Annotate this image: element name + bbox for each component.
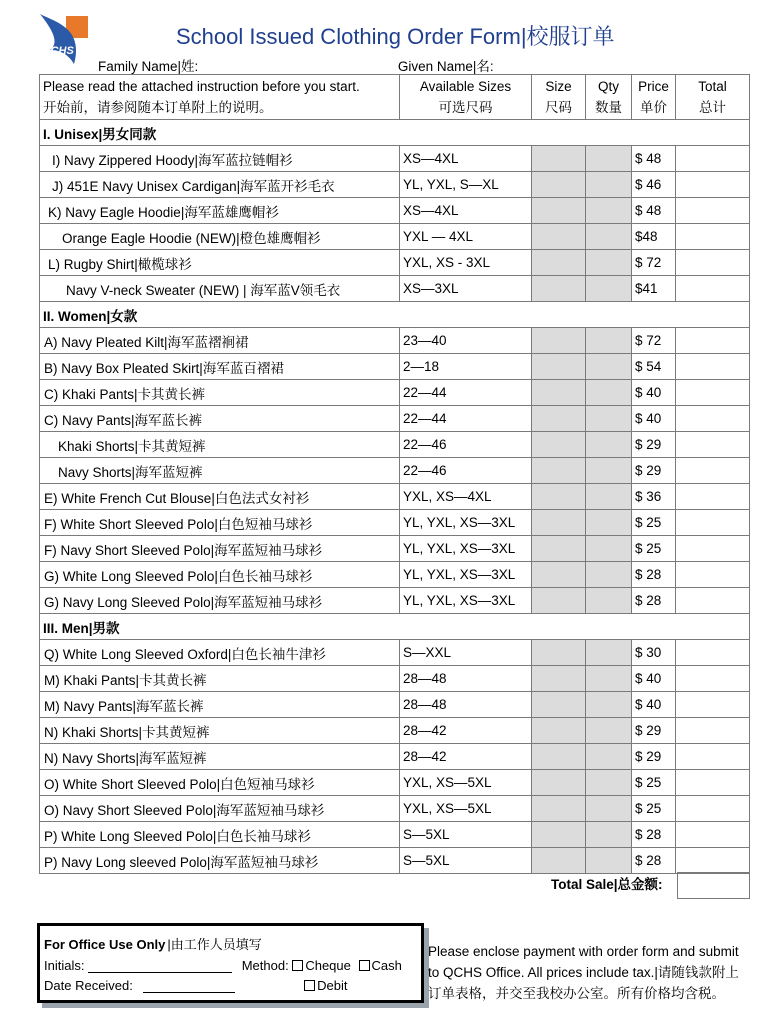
item-name: Orange Eagle Hoodie (NEW)|橙色雄鹰帽衫	[40, 224, 400, 250]
size-field[interactable]	[532, 146, 586, 172]
table-row	[40, 718, 750, 744]
qty-field[interactable]	[586, 510, 632, 536]
table-row	[40, 172, 750, 198]
table-row	[40, 146, 750, 172]
item-name: M) Khaki Pants|卡其黄长裤	[40, 666, 400, 692]
size-field[interactable]	[532, 172, 586, 198]
qty-field[interactable]	[586, 718, 632, 744]
qty-field[interactable]	[586, 666, 632, 692]
item-name: Navy V-neck Sweater (NEW) | 海军蓝V领毛衣	[40, 276, 400, 302]
cheque-checkbox[interactable]	[292, 960, 303, 971]
table-row	[40, 692, 750, 718]
qty-field[interactable]	[586, 484, 632, 510]
initials-label: Initials:	[44, 958, 85, 973]
total-field[interactable]	[676, 224, 750, 250]
available-sizes: YL, YXL, S—XL	[400, 172, 532, 198]
qty-field[interactable]	[586, 432, 632, 458]
table-row	[40, 510, 750, 536]
available-sizes: YL, YXL, XS—3XL	[400, 562, 532, 588]
item-name: Navy Shorts|海军蓝短裤	[40, 458, 400, 484]
item-name: N) Khaki Shorts|卡其黄短裤	[40, 718, 400, 744]
total-field[interactable]	[676, 588, 750, 614]
cheque-label: Cheque	[305, 958, 351, 973]
table-header-row	[40, 75, 750, 120]
section-title: II. Women|女款	[40, 302, 750, 328]
total-field[interactable]	[676, 848, 750, 874]
total-sale-field[interactable]	[677, 872, 750, 899]
qty-field[interactable]	[586, 224, 632, 250]
total-field[interactable]	[676, 198, 750, 224]
price: $ 28	[632, 588, 676, 614]
available-sizes: XS—3XL	[400, 276, 532, 302]
total-field[interactable]	[676, 692, 750, 718]
size-field[interactable]	[532, 354, 586, 380]
given-name-label: Given Name|名:	[397, 59, 494, 74]
qty-field[interactable]	[586, 588, 632, 614]
available-sizes: YL, YXL, XS—3XL	[400, 510, 532, 536]
available-sizes: 28—48	[400, 692, 532, 718]
total-field[interactable]	[676, 458, 750, 484]
item-name: E) White French Cut Blouse|白色法式女衬衫	[40, 484, 400, 510]
price: $ 30	[632, 640, 676, 666]
note-line-1: Please enclose payment with order form and submit	[428, 944, 739, 959]
price: $ 28	[632, 822, 676, 848]
available-sizes: 22—46	[400, 458, 532, 484]
total-field[interactable]	[676, 406, 750, 432]
total-field[interactable]	[676, 796, 750, 822]
qty-field[interactable]	[586, 536, 632, 562]
size-field[interactable]	[532, 458, 586, 484]
table-row	[40, 744, 750, 770]
item-name: C) Navy Pants|海军蓝长裤	[40, 406, 400, 432]
total-field[interactable]	[676, 536, 750, 562]
total-header-cn: 总计	[699, 100, 726, 115]
size-field[interactable]	[532, 328, 586, 354]
available-sizes: 28—42	[400, 718, 532, 744]
size-header-cn: 尺码	[545, 100, 572, 115]
price: $ 72	[632, 250, 676, 276]
total-header-en: Total	[698, 79, 727, 94]
item-name: Khaki Shorts|卡其黄短裤	[40, 432, 400, 458]
size-field[interactable]	[532, 718, 586, 744]
item-name: O) White Short Sleeved Polo|白色短袖马球衫	[40, 770, 400, 796]
table-row	[40, 588, 750, 614]
total-field[interactable]	[676, 432, 750, 458]
available-sizes: XS—4XL	[400, 146, 532, 172]
item-name: A) Navy Pleated Kilt|海军蓝褶裥裙	[40, 328, 400, 354]
item-name: P) White Long Sleeved Polo|白色长袖马球衫	[40, 822, 400, 848]
qty-header	[586, 75, 632, 120]
item-name: J) 451E Navy Unisex Cardigan|海军蓝开衫毛衣	[40, 172, 400, 198]
total-field[interactable]	[676, 718, 750, 744]
qty-field[interactable]	[586, 276, 632, 302]
price: $ 25	[632, 770, 676, 796]
table-row	[40, 640, 750, 666]
available-sizes-header	[400, 75, 532, 120]
item-name: O) Navy Short Sleeved Polo|海军蓝短袖马球衫	[40, 796, 400, 822]
size-field[interactable]	[532, 692, 586, 718]
available-sizes: 22—44	[400, 406, 532, 432]
available-sizes: YL, YXL, XS—3XL	[400, 536, 532, 562]
table-row	[40, 796, 750, 822]
size-field[interactable]	[532, 770, 586, 796]
date-received-label: Date Received:	[44, 978, 133, 993]
size-field[interactable]	[532, 796, 586, 822]
qty-header-en: Qty	[597, 79, 619, 94]
available-sizes: YL, YXL, XS—3XL	[400, 588, 532, 614]
table-row	[40, 276, 750, 302]
item-name: F) White Short Sleeved Polo|白色短袖马球衫	[40, 510, 400, 536]
debit-label: Debit	[317, 978, 348, 993]
qty-field[interactable]	[586, 692, 632, 718]
size-header	[532, 75, 586, 120]
table-row	[40, 770, 750, 796]
qty-field[interactable]	[586, 328, 632, 354]
table-row	[40, 328, 750, 354]
office-title-cn: 由工作人员填写	[170, 937, 262, 952]
payment-note	[428, 941, 758, 1004]
available-sizes: 22—46	[400, 432, 532, 458]
price: $ 48	[632, 198, 676, 224]
section-header-row	[40, 120, 750, 146]
item-name: G) Navy Long Sleeved Polo|海军蓝短袖马球衫	[40, 588, 400, 614]
price: $ 28	[632, 562, 676, 588]
size-field[interactable]	[532, 510, 586, 536]
available-sizes: 23—40	[400, 328, 532, 354]
price: $ 36	[632, 484, 676, 510]
table-row	[40, 406, 750, 432]
total-field[interactable]	[676, 250, 750, 276]
item-header-en: Please read the attached instruction before you start.	[43, 79, 360, 94]
total-field[interactable]	[676, 328, 750, 354]
total-field[interactable]	[676, 770, 750, 796]
available-sizes: 28—42	[400, 744, 532, 770]
item-name: G) White Long Sleeved Polo|白色长袖马球衫	[40, 562, 400, 588]
date-received-field[interactable]	[143, 980, 235, 993]
size-field[interactable]	[532, 224, 586, 250]
price: $ 25	[632, 536, 676, 562]
price: $ 72	[632, 328, 676, 354]
item-name: C) Khaki Pants|卡其黄长裤	[40, 380, 400, 406]
item-name: N) Navy Shorts|海军蓝短裤	[40, 744, 400, 770]
method-label: Method:	[241, 958, 289, 973]
office-title: For Office Use Only	[44, 937, 166, 952]
section-header-row	[40, 302, 750, 328]
table-row	[40, 848, 750, 874]
family-name-label: Family Name|姓:	[98, 59, 199, 74]
section-header-row	[40, 614, 750, 640]
price: $ 25	[632, 796, 676, 822]
qty-field[interactable]	[586, 744, 632, 770]
available-sizes: YXL, XS—5XL	[400, 796, 532, 822]
available-sizes: YXL, XS - 3XL	[400, 250, 532, 276]
qty-field[interactable]	[586, 770, 632, 796]
total-field[interactable]	[676, 484, 750, 510]
item-name: P) Navy Long sleeved Polo|海军蓝短袖马球衫	[40, 848, 400, 874]
size-field[interactable]	[532, 640, 586, 666]
size-field[interactable]	[532, 250, 586, 276]
svg-text:QCHS: QCHS	[42, 45, 74, 57]
qty-field[interactable]	[586, 796, 632, 822]
total-field[interactable]	[676, 172, 750, 198]
total-field[interactable]	[676, 510, 750, 536]
office-use-box: For Office Use Only |由工作人员填写 Initials: Method: Cheque Cash Date Received: Debit	[37, 923, 424, 1003]
note-line-2: to QCHS Office. All prices include tax.|请随钱款附上	[428, 965, 739, 980]
price: $41	[632, 276, 676, 302]
total-header	[676, 75, 750, 120]
qty-field[interactable]	[586, 406, 632, 432]
size-field[interactable]	[532, 432, 586, 458]
item-header-cn: 开始前，请参阅随本订单附上的说明。	[43, 100, 273, 115]
available-sizes: 2—18	[400, 354, 532, 380]
table-row	[40, 484, 750, 510]
qty-field[interactable]	[586, 562, 632, 588]
qty-field[interactable]	[586, 380, 632, 406]
qty-field[interactable]	[586, 822, 632, 848]
price: $ 29	[632, 432, 676, 458]
cash-label: Cash	[371, 958, 402, 973]
price: $ 29	[632, 718, 676, 744]
qty-field[interactable]	[586, 640, 632, 666]
price: $ 25	[632, 510, 676, 536]
total-field[interactable]	[676, 354, 750, 380]
total-field[interactable]	[676, 822, 750, 848]
available-sizes: YXL, XS—4XL	[400, 484, 532, 510]
price: $ 40	[632, 406, 676, 432]
qty-field[interactable]	[586, 146, 632, 172]
available-sizes: YXL — 4XL	[400, 224, 532, 250]
qty-field[interactable]	[586, 198, 632, 224]
total-sale-label: Total Sale|总金额:	[551, 877, 663, 892]
price: $ 54	[632, 354, 676, 380]
item-name: B) Navy Box Pleated Skirt|海军蓝百褶裙	[40, 354, 400, 380]
name-row	[98, 55, 711, 75]
table-row	[40, 822, 750, 848]
available-sizes: S—5XL	[400, 822, 532, 848]
table-row	[40, 666, 750, 692]
total-field[interactable]	[676, 744, 750, 770]
total-field[interactable]	[676, 562, 750, 588]
item-name: I) Navy Zippered Hoody|海军蓝拉链帽衫	[40, 146, 400, 172]
total-field[interactable]	[676, 640, 750, 666]
price-header	[632, 75, 676, 120]
order-table	[39, 74, 750, 874]
size-field[interactable]	[532, 822, 586, 848]
item-name: K) Navy Eagle Hoodie|海军蓝雄鹰帽衫	[40, 198, 400, 224]
table-row	[40, 432, 750, 458]
size-field[interactable]	[532, 848, 586, 874]
price: $ 28	[632, 848, 676, 874]
price-header-cn: 单价	[640, 100, 667, 115]
qty-field[interactable]	[586, 458, 632, 484]
size-field[interactable]	[532, 666, 586, 692]
item-name: L) Rugby Shirt|橄榄球衫	[40, 250, 400, 276]
available-sizes: 22—44	[400, 380, 532, 406]
available-sizes: S—5XL	[400, 848, 532, 874]
size-field[interactable]	[532, 744, 586, 770]
available-sizes: YXL, XS—5XL	[400, 770, 532, 796]
table-row	[40, 198, 750, 224]
size-field[interactable]	[532, 406, 586, 432]
available-sizes: 28—48	[400, 666, 532, 692]
debit-checkbox[interactable]	[304, 980, 315, 991]
available-header-cn: 可选尺码	[438, 100, 493, 115]
qty-field[interactable]	[586, 250, 632, 276]
price: $ 40	[632, 666, 676, 692]
qchs-logo	[38, 10, 96, 68]
price: $ 48	[632, 146, 676, 172]
table-row	[40, 380, 750, 406]
section-title: III. Men|男款	[40, 614, 750, 640]
qty-field[interactable]	[586, 172, 632, 198]
total-field[interactable]	[676, 146, 750, 172]
price: $48	[632, 224, 676, 250]
page-title: School Issued Clothing Order Form|校服订单	[176, 24, 615, 49]
price-header-en: Price	[638, 79, 669, 94]
item-column-header	[40, 75, 400, 120]
qty-header-cn: 数量	[595, 100, 622, 115]
price: $ 29	[632, 458, 676, 484]
item-name: F) Navy Short Sleeved Polo|海军蓝短袖马球衫	[40, 536, 400, 562]
item-name: Q) White Long Sleeved Oxford|白色长袖牛津衫	[40, 640, 400, 666]
table-row	[40, 536, 750, 562]
price: $ 46	[632, 172, 676, 198]
available-sizes: S—XXL	[400, 640, 532, 666]
table-row	[40, 250, 750, 276]
total-field[interactable]	[676, 276, 750, 302]
table-row	[40, 458, 750, 484]
size-header-en: Size	[545, 79, 572, 94]
cash-checkbox[interactable]	[359, 960, 370, 971]
available-sizes: XS—4XL	[400, 198, 532, 224]
total-field[interactable]	[676, 666, 750, 692]
price: $ 29	[632, 744, 676, 770]
item-name: M) Navy Pants|海军蓝长裤	[40, 692, 400, 718]
note-line-3: 订单表格，并交至我校办公室。所有价格均含税。	[428, 986, 725, 1001]
total-field[interactable]	[676, 380, 750, 406]
qty-field[interactable]	[586, 354, 632, 380]
section-title: I. Unisex|男女同款	[40, 120, 750, 146]
size-field[interactable]	[532, 588, 586, 614]
size-field[interactable]	[532, 380, 586, 406]
size-field[interactable]	[532, 484, 586, 510]
qty-field[interactable]	[586, 848, 632, 874]
size-field[interactable]	[532, 562, 586, 588]
table-row	[40, 562, 750, 588]
table-row	[40, 354, 750, 380]
size-field[interactable]	[532, 536, 586, 562]
price: $ 40	[632, 692, 676, 718]
price: $ 40	[632, 380, 676, 406]
available-header-en: Available Sizes	[419, 79, 512, 94]
size-field[interactable]	[532, 198, 586, 224]
size-field[interactable]	[532, 276, 586, 302]
table-row	[40, 224, 750, 250]
initials-field[interactable]	[88, 960, 232, 973]
